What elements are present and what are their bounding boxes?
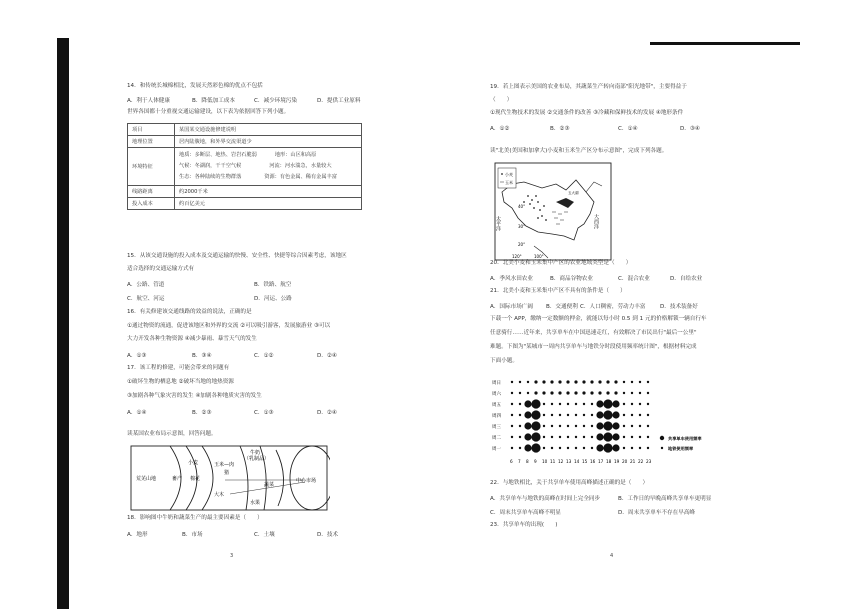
label-lat-20: 20° [518,242,526,247]
usage-dot [603,399,612,408]
usage-dot [623,403,625,405]
q19-option-a[interactable]: A．①② [490,126,510,132]
usage-dot [583,403,585,405]
q21-stem: 21．北美小麦和玉米集中产区不具有的条件是（ ） [490,288,626,294]
q19-paren: （ ） [490,97,513,103]
usage-dot [582,380,585,383]
row-label: 周二 [492,436,501,441]
usage-dot [559,414,561,416]
usage-dot [631,447,633,449]
bike-intro: 难题。下图为"某城市一周内共享单车与地铁分时段使用频率统计图"，根据材料完成 [490,344,697,350]
table-key: 投入成本 [128,198,175,210]
q15-option-d[interactable]: D．河运、公路 [254,296,292,302]
usage-dot [606,391,609,394]
usage-dot [623,425,625,427]
q19-option-c[interactable]: C．①④ [618,126,638,132]
env-line: 地形：山区和高原 [274,152,317,158]
bike-metro-usage-chart [492,376,752,474]
page-left [120,0,450,609]
usage-dot [591,403,593,405]
usage-dot [519,425,521,427]
usage-dot [598,391,601,394]
q16-option-c[interactable]: C．①② [254,353,274,359]
usage-dot [612,422,619,429]
usage-dot [583,425,585,427]
q20-option-c[interactable]: C．混合农业 [618,276,650,282]
usage-dot [639,436,641,438]
q22-option-b[interactable]: B．工作日的早晚高峰共享单车更明显 [618,496,712,502]
usage-dot [590,391,593,394]
hour-tick-label: 19 [614,459,620,464]
usage-dot [603,432,612,441]
legend-wheat: 小麦 [505,172,513,177]
label-great-lakes: 五大湖 [568,191,579,195]
hour-tick-label: 20 [622,459,628,464]
usage-dot [606,380,609,383]
usage-dot [647,425,649,427]
usage-dot [551,447,553,449]
hour-tick-label: 16 [590,459,596,464]
usage-dot [519,414,521,416]
label-ranch: 畜产 [172,476,183,482]
usage-dot [612,444,619,451]
usage-dot [614,380,617,383]
table-row [128,148,362,186]
label-vegetables: 蔬菜 [264,482,275,488]
usage-dot [582,391,585,394]
table-key: 地理位置 [128,136,175,148]
table-value: 约2000千米 [175,186,362,198]
usage-dot [551,414,553,416]
q19-items: ①现代生物技术的发展 ②交通条件的改善 ③冷藏和保鲜技术的发展 ④地形条件 [490,110,684,116]
usage-dot [519,436,521,438]
q15-option-b[interactable]: B．铁路、航空 [254,282,292,288]
usage-dot [551,403,553,405]
label-cotton: 棉花 [190,476,201,482]
hour-tick-label: 18 [606,459,612,464]
usage-dot [596,444,603,451]
usage-dot [583,447,585,449]
hour-tick-label: 7 [518,459,521,464]
q14-option-c[interactable]: C．减少环境污染 [254,98,298,104]
usage-dot [591,425,593,427]
usage-dot [639,447,641,449]
q18-stem: 18．影响图中牛奶和蔬菜生产的最主要因素是（ ） [127,515,263,521]
q18-option-a[interactable]: A．地形 [127,532,148,538]
q17-option-d[interactable]: D．②④ [317,410,337,416]
usage-dot [543,436,545,438]
label-pacific: 太平洋 [495,216,501,231]
q16-item: ①通过物资的流通，促进该地区和外界的交流 ②可以吸引游客，发展旅游业 ③可以 [127,323,331,329]
usage-dot [574,391,577,394]
usage-dot [639,425,641,427]
usage-dot [639,414,641,416]
usage-dot [591,414,593,416]
hour-tick-label: 10 [542,459,548,464]
usage-dot [551,425,553,427]
row-label: 周一 [492,447,501,452]
usage-dot [511,403,513,405]
usage-dot [631,392,633,394]
row-label: 周三 [492,425,501,430]
usage-dot [567,425,569,427]
label-milk: 牛奶 [250,450,261,456]
usage-dot [519,381,521,383]
q20-option-d[interactable]: D．自给农业 [670,276,703,282]
q15-option-a[interactable]: A．公路、管道 [127,282,165,288]
usage-dot [603,410,612,419]
usage-dot [647,381,649,383]
q17-stem: 17．该工程的修建，可能会带来的问题有 [127,365,230,371]
usage-dot [567,436,569,438]
usage-dot [590,380,593,383]
env-line: 河流：河水湍急，水量较大 [269,163,332,169]
table-key: 环境特征 [128,148,175,186]
q17-option-b[interactable]: B．②③ [192,410,212,416]
usage-dot [566,391,569,394]
bike-intro: 下面小题。 [490,358,518,364]
map-intro: 读某国农业布局示意图，回答问题。 [127,431,217,437]
q23-stem: 23．共享单车的出现( ) [490,522,558,528]
usage-dot [511,381,513,383]
usage-dot [623,447,625,449]
usage-dot [596,433,603,440]
q22-option-a[interactable]: A．共享单车与地铁的高峰在时间上完全同步 [490,496,601,502]
usage-dot [542,391,545,394]
env-line: 气候：冬湖润，干干空气候 [179,163,242,169]
row-label: 周四 [492,414,501,419]
agriculture-layout-diagram [130,444,330,512]
usage-dot [575,447,577,449]
usage-dot [543,414,545,416]
usage-dot [631,381,633,383]
label-wheat: 小麦 [188,460,199,466]
usage-dot [527,381,529,383]
page-number: 3 [230,553,234,559]
usage-dot [575,425,577,427]
usage-dot [603,443,612,452]
usage-dot [531,443,540,452]
q17-option-c[interactable]: C．①③ [254,410,274,416]
usage-dot [639,392,641,394]
hour-tick-label: 8 [526,459,529,464]
usage-dot [567,447,569,449]
usage-dot [575,414,577,416]
usage-dot [511,447,513,449]
label-corn-pig-2: 猪 [224,470,230,476]
label-lat-30: 30° [518,224,526,229]
hour-tick-label: 13 [566,459,572,464]
usage-dot [559,436,561,438]
bike-intro: 任意骑行……近年来，共享单车在中国迅速走红，有效解决了市民出行"最后一公里" [490,330,697,336]
usage-dot [583,414,585,416]
hour-tick-label: 6 [510,459,513,464]
label-lon-120: 120° [512,254,522,259]
usage-dot [558,391,561,394]
table-value: 居内陆腹地，和外界交流渠道少 [175,136,362,148]
usage-dot [543,403,545,405]
usage-dot [647,447,649,449]
label-corn-pig: 玉米—肉 [214,462,235,468]
usage-dot [519,403,521,405]
table-intro: 世界各国都十分重视交通运输建设，以下表为依据回答下列小题。 [127,109,290,115]
usage-dot [519,447,521,449]
usage-dot [531,410,540,419]
label-lat-40: 40° [518,204,526,209]
label-dairy: （乳制品） [244,456,270,462]
usage-dot [543,425,545,427]
label-lon-100: 100° [534,254,544,259]
q21-option-b[interactable]: B．交通便利 [546,304,578,310]
usage-dot [631,425,633,427]
row-label: 周日 [492,381,501,386]
usage-dot [612,433,619,440]
usage-dot [567,403,569,405]
label-wasteland: 荒芜山地 [136,476,157,482]
q16-item: 大力开发各种生物资源 ④减少暴雨、暴雪天气的发生 [127,336,257,342]
usage-dot [574,380,577,383]
usage-dot [596,411,603,418]
q19-option-b[interactable]: B．②③ [550,126,570,132]
label-atlantic: 大西洋 [593,214,599,229]
q17-option-a[interactable]: A．①④ [127,410,147,416]
usage-dot [511,414,513,416]
table-value: 某国某交通设施修建说明 [175,124,362,136]
legend-label: 共享单车使用频率 [668,436,702,441]
q16-option-a[interactable]: A．①③ [127,353,147,359]
legend-label: 地铁使用频率 [668,446,694,451]
q19-option-d[interactable]: D．③④ [680,126,700,132]
q14-option-d[interactable]: D．提供工业原料 [317,98,361,104]
q15-stem: 15．从该交通设施的投入成本及交通运输的快慢、安全性、快捷等综合因素考虑，该地区 [127,253,347,259]
usage-dot [543,447,545,449]
table-row [128,124,362,136]
transport-info-table [127,123,362,210]
hour-tick-label: 11 [550,459,556,464]
usage-dot [623,436,625,438]
env-line: 资源：有色金属、稀有金属丰富 [264,174,337,180]
usage-dot [524,400,531,407]
env-line: 生态：各种陆续的生物群落 [179,174,242,180]
table-value: 约百亿美元 [175,198,362,210]
usage-dot [534,380,537,383]
usage-dot [603,421,612,430]
usage-dot [631,403,633,405]
usage-dot [558,380,561,383]
legend-corn: 玉米 [505,180,513,185]
hour-tick-label: 17 [598,459,604,464]
map-intro: 读"北美(美国和加拿大)小麦和玉米生产区分布示意图"，完成下列各题。 [490,148,668,154]
usage-dot [639,381,641,383]
usage-dot [623,381,625,383]
usage-dot [647,392,649,394]
bike-intro: 下载一个 APP，缴纳一定数额的押金，就能以每小时 0.5 到 1 元的价格解锁一辆自行车 [490,316,707,322]
q18-option-b[interactable]: B．市场 [182,532,203,538]
usage-dot [524,411,531,418]
usage-dot [531,421,540,430]
label-corn: 大木 [214,492,225,498]
usage-dot [511,425,513,427]
usage-dot [591,436,593,438]
env-line: 地质：多断层、地热、岩岩石脆弱 [179,152,257,158]
north-america-crop-map [494,162,612,262]
hour-tick-label: 9 [534,459,537,464]
usage-dot [566,380,569,383]
row-label: 周六 [492,392,501,397]
usage-dot [612,411,619,418]
usage-dot [596,400,603,407]
usage-dot [531,432,540,441]
q16-option-b[interactable]: B．③④ [192,353,212,359]
scan-edge-left [57,38,69,609]
q22-option-c[interactable]: C．周末共享单车高峰不明显 [490,510,562,516]
usage-dot [583,436,585,438]
usage-dot [647,436,649,438]
usage-dot [511,436,513,438]
usage-dot [550,380,553,383]
q14-option-a[interactable]: A．利于人体健康 [127,98,170,104]
table-row [128,136,362,148]
q14-option-b[interactable]: B．降低加工成本 [192,98,235,104]
usage-dot [542,380,545,383]
usage-dot [623,392,625,394]
hour-tick-label: 12 [558,459,564,464]
usage-dot [534,391,537,394]
table-row [128,198,362,210]
table-row [128,186,362,198]
q22-option-d[interactable]: D．周末共享单车不存在早高峰 [618,510,696,516]
usage-dot [631,414,633,416]
label-center-market: 中心市场 [296,478,317,484]
usage-dot [598,380,601,383]
usage-dot [524,444,531,451]
usage-dot [631,436,633,438]
q18-option-c[interactable]: C．土壤 [254,532,275,538]
legend-marker [660,436,664,440]
usage-dot [596,422,603,429]
q17-item: ①破坏生物的栖息地 ②破坏当地的地热资源 [127,379,234,385]
table-key: 线路距离 [128,186,175,198]
usage-dot [559,425,561,427]
usage-dot [591,447,593,449]
usage-dot [614,391,617,394]
q20-stem: 20．北美小麦和玉米集中产区的农业地域类型是（ ） [490,260,632,266]
usage-dot [524,433,531,440]
usage-dot [524,422,531,429]
q17-item: ③加剧各种气象灾害的发生 ④加剧各种地质灾害的发生 [127,393,262,399]
usage-dot [531,399,540,408]
q21-option-a[interactable]: A．国际市场广阔 [490,304,533,310]
usage-dot [612,400,619,407]
table-key: 项目 [128,124,175,136]
q20-option-a[interactable]: A．季风水田农业 [490,276,533,282]
usage-dot [559,447,561,449]
q18-option-d[interactable]: D．技术 [317,532,339,538]
hour-tick-label: 14 [574,459,580,464]
usage-dot [559,403,561,405]
usage-dot [551,436,553,438]
usage-dot [550,391,553,394]
q16-option-d[interactable]: D．②④ [317,353,337,359]
hour-tick-label: 21 [630,459,636,464]
table-value-environment [175,148,362,186]
q21-option-d[interactable]: D．技术装备好 [660,304,698,310]
q21-option-c[interactable]: C．人口稠密，劳动力丰富 [580,304,646,310]
usage-dot [575,436,577,438]
hour-tick-label: 15 [582,459,588,464]
q20-option-b[interactable]: B．商品谷物农业 [550,276,593,282]
page-number: 4 [610,553,614,559]
usage-dot [639,403,641,405]
label-fruit: 水果 [250,500,261,506]
q22-stem: 22．与地铁相比，关于共享单车使用高峰描述正确的是（ ） [490,480,649,486]
usage-dot [647,403,649,405]
hour-tick-label: 22 [638,459,644,464]
usage-dot [647,414,649,416]
q19-stem: 19．若上图表示美国的农业布局，其蔬菜生产转向南部"阳光地带"，主要得益于 [490,84,687,90]
page-right [488,0,818,609]
usage-dot [527,392,529,394]
q14-stem: 14．和传统长城棉相比，发展天然彩色棉的优点不包括 [127,83,263,89]
usage-dot [623,414,625,416]
usage-dot [511,392,513,394]
usage-dot [575,403,577,405]
usage-dot [567,414,569,416]
q15-option-c[interactable]: C．航空、河运 [127,296,165,302]
q15-stem-cont: 适合选择的交通运输方式有 [127,266,195,272]
legend-marker [661,447,663,449]
usage-dot [519,392,521,394]
row-label: 周五 [492,403,501,408]
q16-stem: 16．有关修建该交通线路的效益的说法，正确的是 [127,309,252,315]
hour-tick-label: 23 [646,459,652,464]
